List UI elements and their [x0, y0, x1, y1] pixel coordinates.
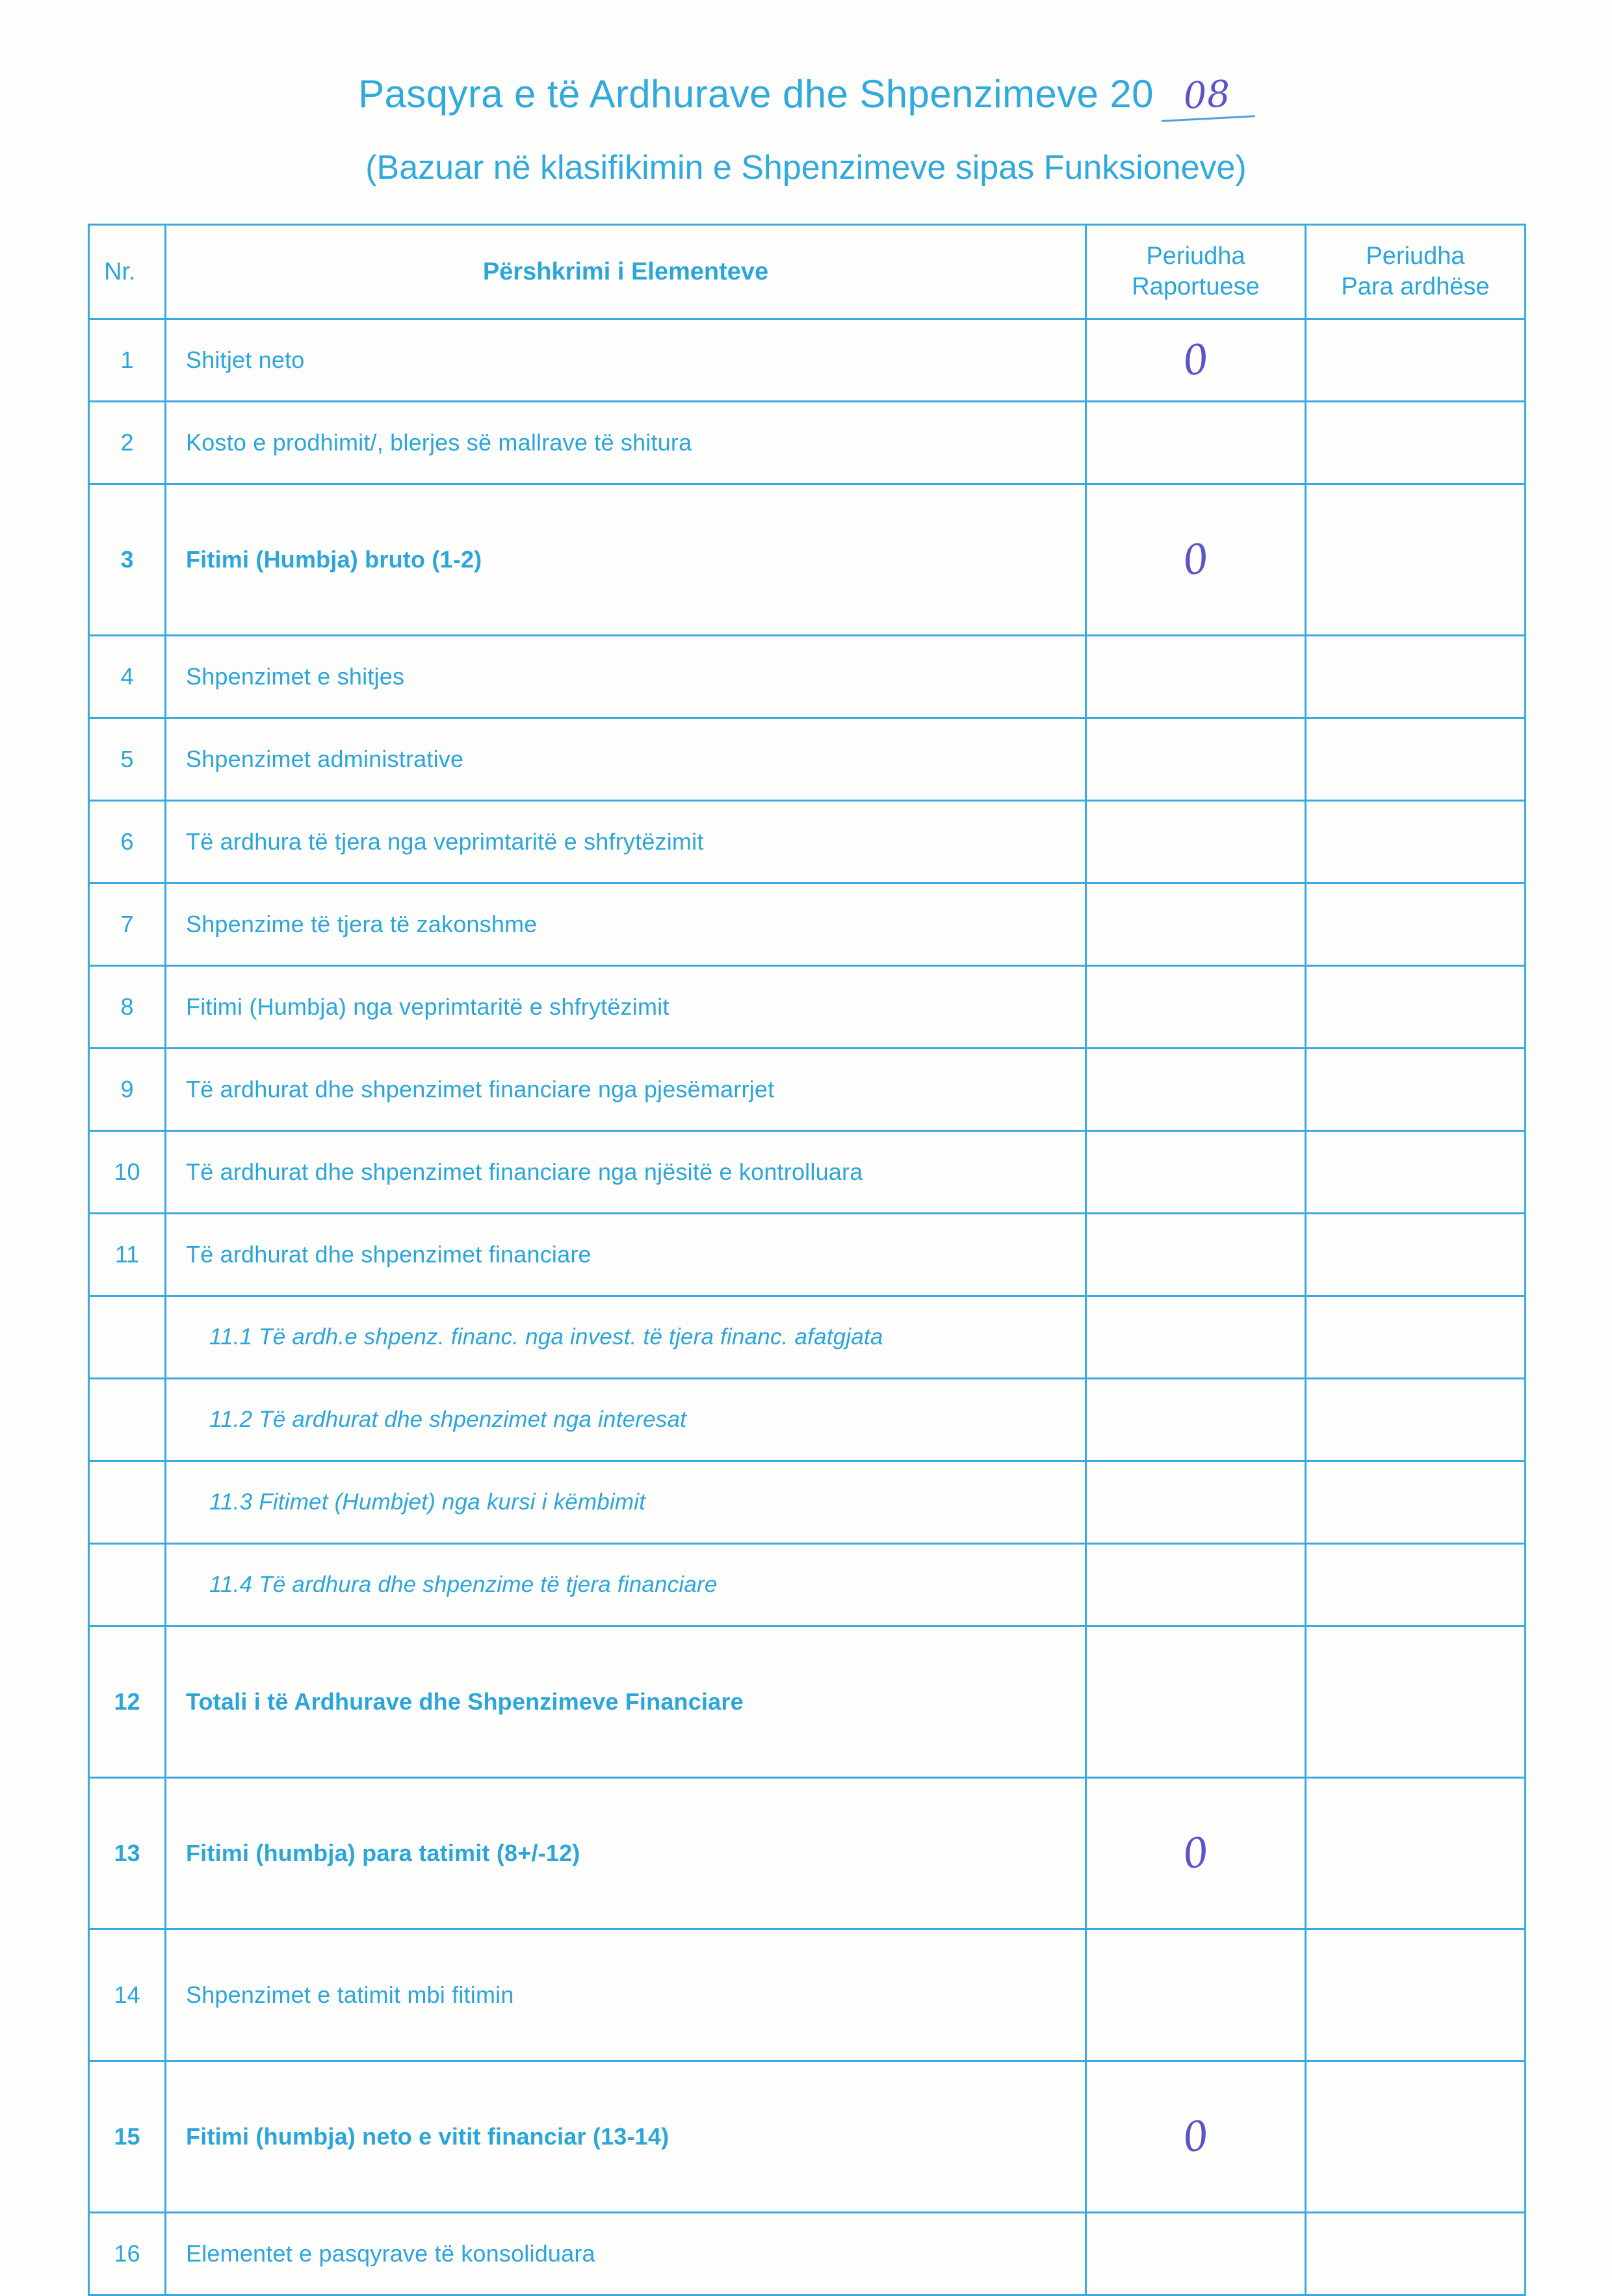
row-current-value-cell[interactable] — [1086, 883, 1306, 966]
row-current-value-cell[interactable] — [1086, 966, 1306, 1049]
row-previous-value-cell[interactable] — [1306, 1214, 1526, 1296]
column-header-previous-line1: Periudha — [1366, 242, 1465, 270]
row-number: 5 — [89, 718, 166, 801]
table-row — [89, 801, 1526, 883]
row-number — [89, 1544, 166, 1626]
row-number: 7 — [89, 883, 166, 966]
column-header-current-period — [1086, 225, 1306, 319]
row-previous-value-cell[interactable] — [1306, 718, 1526, 801]
row-description: Shpenzimet e shitjes — [166, 636, 1086, 718]
row-description: Shpenzimet administrative — [166, 718, 1086, 801]
table-row — [89, 319, 1526, 402]
column-header-previous-period — [1306, 225, 1526, 319]
row-number — [89, 1379, 166, 1461]
row-number: 10 — [89, 1131, 166, 1214]
table-row — [89, 966, 1526, 1049]
row-description: Shpenzime të tjera të zakonshme — [166, 883, 1086, 966]
table-row — [89, 1049, 1526, 1131]
table-row — [89, 718, 1526, 801]
page-subtitle: (Bazuar në klasifikimin e Shpenzimeve sipas Funksioneve) — [365, 149, 1247, 187]
row-previous-value-cell[interactable] — [1306, 1778, 1526, 1929]
title-block — [0, 0, 1612, 187]
row-previous-value-cell[interactable] — [1306, 1049, 1526, 1131]
handwritten-value: 0 — [1178, 1827, 1213, 1879]
row-description: 11.4 Të ardhura dhe shpenzime të tjera financiare — [166, 1544, 1086, 1626]
row-current-value-cell[interactable] — [1086, 718, 1306, 801]
column-header-current-line1: Periudha — [1146, 242, 1245, 270]
row-current-value-cell[interactable] — [1086, 1544, 1306, 1626]
row-previous-value-cell[interactable] — [1306, 2061, 1526, 2213]
row-current-value-cell[interactable] — [1086, 1929, 1306, 2061]
row-description: Fitimi (Humbja) bruto (1-2) — [166, 484, 1086, 636]
row-current-value-cell[interactable] — [1086, 2213, 1306, 2295]
table-row — [89, 1379, 1526, 1461]
row-description: Kosto e prodhimit/, blerjes së mallrave të shitura — [166, 402, 1086, 484]
row-description: Fitimi (humbja) neto e vitit financiar (13-14) — [166, 2061, 1086, 2213]
income-statement-table — [88, 224, 1526, 2296]
row-previous-value-cell[interactable] — [1306, 636, 1526, 718]
row-number: 12 — [89, 1626, 166, 1778]
table-row — [89, 1461, 1526, 1544]
row-number: 3 — [89, 484, 166, 636]
financial-table-wrapper — [88, 224, 1524, 2296]
row-number: 1 — [89, 319, 166, 402]
row-previous-value-cell[interactable] — [1306, 801, 1526, 883]
table-header-row — [89, 225, 1526, 319]
row-current-value-cell[interactable] — [1086, 2061, 1306, 2213]
row-number: 4 — [89, 636, 166, 718]
row-previous-value-cell[interactable] — [1306, 1544, 1526, 1626]
row-number: 9 — [89, 1049, 166, 1131]
handwritten-value: 0 — [1178, 2111, 1213, 2162]
column-header-current-line2: Raportuese — [1132, 273, 1260, 300]
row-number: 14 — [89, 1929, 166, 2061]
table-row — [89, 1929, 1526, 2061]
row-current-value-cell[interactable] — [1086, 484, 1306, 636]
row-number: 11 — [89, 1214, 166, 1296]
row-description: Të ardhura të tjera nga veprimtaritë e shfrytëzimit — [166, 801, 1086, 883]
row-description: 11.3 Fitimet (Humbjet) nga kursi i këmbimit — [166, 1461, 1086, 1544]
row-description: Shitjet neto — [166, 319, 1086, 402]
row-description: Të ardhurat dhe shpenzimet financiare nga pjesëmarrjet — [166, 1049, 1086, 1131]
row-previous-value-cell[interactable] — [1306, 319, 1526, 402]
row-previous-value-cell[interactable] — [1306, 1461, 1526, 1544]
row-previous-value-cell[interactable] — [1306, 2213, 1526, 2295]
row-current-value-cell[interactable] — [1086, 1049, 1306, 1131]
row-current-value-cell[interactable] — [1086, 1379, 1306, 1461]
row-current-value-cell[interactable] — [1086, 402, 1306, 484]
row-current-value-cell[interactable] — [1086, 1131, 1306, 1214]
row-number — [89, 1461, 166, 1544]
table-row — [89, 1778, 1526, 1929]
row-previous-value-cell[interactable] — [1306, 484, 1526, 636]
row-description: Fitimi (Humbja) nga veprimtaritë e shfrytëzimit — [166, 966, 1086, 1049]
row-current-value-cell[interactable] — [1086, 801, 1306, 883]
row-description: Të ardhurat dhe shpenzimet financiare — [166, 1214, 1086, 1296]
page-title-text: Pasqyra e të Ardhurave dhe Shpenzimeve 20 — [358, 72, 1154, 116]
row-previous-value-cell[interactable] — [1306, 1626, 1526, 1778]
row-description: Fitimi (humbja) para tatimit (8+/-12) — [166, 1778, 1086, 1929]
row-number: 13 — [89, 1778, 166, 1929]
table-row — [89, 1544, 1526, 1626]
column-header-nr: Nr. — [89, 225, 166, 319]
row-current-value-cell[interactable] — [1086, 1214, 1306, 1296]
row-description: Të ardhurat dhe shpenzimet financiare nga njësitë e kontrolluara — [166, 1131, 1086, 1214]
row-current-value-cell[interactable] — [1086, 1626, 1306, 1778]
row-previous-value-cell[interactable] — [1306, 1296, 1526, 1379]
year-handwritten-field: 08 — [1159, 72, 1254, 122]
table-row — [89, 1296, 1526, 1379]
row-current-value-cell[interactable] — [1086, 636, 1306, 718]
row-description: Elementet e pasqyrave të konsoliduara — [166, 2213, 1086, 2295]
table-row — [89, 1131, 1526, 1214]
page-title — [358, 72, 1254, 120]
row-current-value-cell[interactable] — [1086, 319, 1306, 402]
row-number: 8 — [89, 966, 166, 1049]
row-current-value-cell[interactable] — [1086, 1296, 1306, 1379]
row-previous-value-cell[interactable] — [1306, 1929, 1526, 2061]
row-current-value-cell[interactable] — [1086, 1778, 1306, 1929]
row-current-value-cell[interactable] — [1086, 1461, 1306, 1544]
row-number — [89, 1296, 166, 1379]
row-number: 6 — [89, 801, 166, 883]
table-row — [89, 636, 1526, 718]
row-number: 16 — [89, 2213, 166, 2295]
table-row — [89, 2213, 1526, 2295]
table-row — [89, 1626, 1526, 1778]
table-row — [89, 402, 1526, 484]
row-previous-value-cell[interactable] — [1306, 966, 1526, 1049]
handwritten-value: 0 — [1178, 534, 1213, 585]
row-number: 2 — [89, 402, 166, 484]
table-body — [89, 319, 1526, 2295]
table-row — [89, 484, 1526, 636]
row-previous-value-cell[interactable] — [1306, 1131, 1526, 1214]
table-row — [89, 883, 1526, 966]
row-description: Shpenzimet e tatimit mbi fitimin — [166, 1929, 1086, 2061]
row-previous-value-cell[interactable] — [1306, 1379, 1526, 1461]
table-row — [89, 2061, 1526, 2213]
column-header-description: Përshkrimi i Elementeve — [166, 225, 1086, 319]
row-description: 11.2 Të ardhurat dhe shpenzimet nga interesat — [166, 1379, 1086, 1461]
column-header-previous-line2: Para ardhëse — [1341, 273, 1490, 300]
row-previous-value-cell[interactable] — [1306, 402, 1526, 484]
row-number: 15 — [89, 2061, 166, 2213]
table-row — [89, 1214, 1526, 1296]
row-previous-value-cell[interactable] — [1306, 883, 1526, 966]
row-description: 11.1 Të ardh.e shpenz. financ. nga invest. të tjera financ. afatgjata — [166, 1296, 1086, 1379]
handwritten-value: 0 — [1178, 334, 1213, 385]
row-description: Totali i të Ardhurave dhe Shpenzimeve Financiare — [166, 1626, 1086, 1778]
